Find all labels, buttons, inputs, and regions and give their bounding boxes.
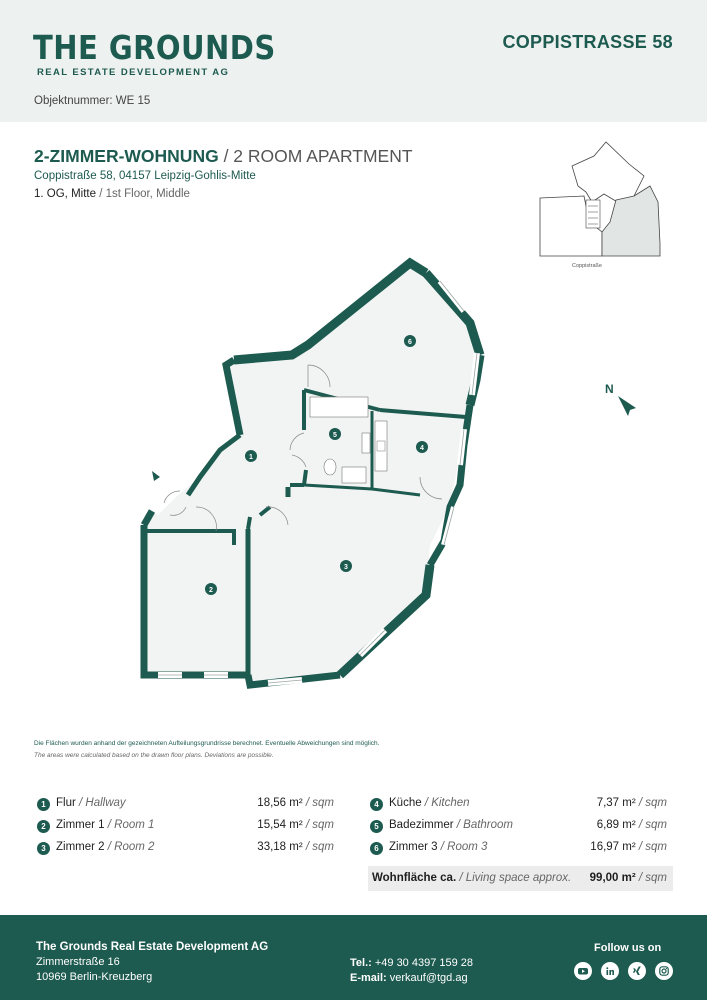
room-number-badge: 3	[37, 842, 50, 855]
svg-text:4: 4	[420, 445, 424, 452]
room-number-badge: 4	[370, 798, 383, 811]
room-name	[56, 819, 154, 831]
footer-email-value[interactable]: verkauf@tgd.ag	[386, 972, 468, 984]
room-area	[597, 819, 667, 831]
room-area	[590, 841, 667, 853]
apartment-title-separator: /	[218, 146, 234, 166]
room-area-value: 33,18 m²	[257, 841, 303, 853]
room-marker-5	[329, 428, 341, 440]
living-space-total	[368, 866, 673, 891]
footer-email-label: E-mail:	[350, 972, 387, 984]
room-name-en: / Room 2	[104, 841, 155, 853]
apartment-floor-en: / 1st Floor, Middle	[96, 188, 190, 200]
room-area	[257, 797, 334, 809]
instagram-icon[interactable]	[655, 962, 673, 980]
room-name-en: / Hallway	[75, 797, 126, 809]
svg-text:1: 1	[249, 454, 253, 461]
footer-phone-value[interactable]: +49 30 4397 159 28	[371, 957, 474, 969]
apartment-title-de: 2-ZIMMER-WOHNUNG	[34, 146, 219, 166]
apartment-title	[34, 146, 413, 167]
room-row-4	[370, 797, 667, 815]
room-marker-1	[245, 450, 257, 462]
footer-phone-label: Tel.:	[350, 957, 372, 969]
key-plan-diagram	[534, 136, 664, 274]
svg-text:6: 6	[408, 339, 412, 346]
living-space-number: 99,00 m²	[589, 872, 636, 884]
room-name-de: Zimmer 2	[56, 841, 105, 853]
apartment-title-en: 2 ROOM APARTMENT	[233, 146, 413, 166]
room-name-de: Zimmer 3	[389, 841, 438, 853]
room-number-badge: 6	[370, 842, 383, 855]
property-street-title: COPPISTRASSE 58	[502, 32, 673, 52]
room-name-de: Flur	[56, 797, 76, 809]
room-area	[597, 797, 667, 809]
footer-phone[interactable]	[350, 957, 473, 969]
header-band	[0, 0, 707, 122]
xing-icon[interactable]	[628, 962, 646, 980]
room-marker-3	[340, 560, 352, 572]
room-name-de: Küche	[389, 797, 422, 809]
room-row-2	[37, 819, 334, 837]
room-number-badge: 1	[37, 798, 50, 811]
room-area-unit: / sqm	[302, 841, 334, 853]
room-area	[257, 819, 334, 831]
footer-city: 10969 Berlin-Kreuzberg	[36, 971, 153, 983]
area-note-en: The areas were calculated based on the drawn floor plans. Deviations are possible.	[34, 752, 274, 759]
room-marker-6	[404, 335, 416, 347]
room-name-en: / Bathroom	[453, 819, 514, 831]
room-area	[257, 841, 334, 853]
room-area-unit: / sqm	[635, 797, 667, 809]
room-name	[389, 841, 487, 853]
apartment-floor-de: 1. OG, Mitte	[34, 188, 96, 200]
living-space-label-de: Wohnfläche ca.	[372, 872, 457, 884]
room-row-5	[370, 819, 667, 837]
footer-street: Zimmerstraße 16	[36, 956, 120, 968]
room-marker-2	[205, 583, 217, 595]
room-area-unit: / sqm	[302, 797, 334, 809]
room-number-badge: 5	[370, 820, 383, 833]
svg-text:2: 2	[209, 587, 213, 594]
room-row-1	[37, 797, 334, 815]
youtube-icon[interactable]	[574, 962, 592, 980]
room-area-unit: / sqm	[635, 841, 667, 853]
apartment-address: Coppistraße 58, 04157 Leipzig-Gohlis-Mitte	[34, 170, 256, 182]
living-space-unit: / sqm	[635, 872, 667, 884]
room-area-unit: / sqm	[302, 819, 334, 831]
room-name	[56, 841, 154, 853]
room-area-value: 16,97 m²	[590, 841, 636, 853]
room-area-value: 18,56 m²	[257, 797, 303, 809]
apartment-floor	[34, 188, 190, 200]
room-name	[389, 797, 470, 809]
living-space-value	[590, 872, 667, 884]
company-logo-title: THE GROUNDS	[33, 28, 276, 67]
room-row-6	[370, 841, 667, 859]
room-area-value: 6,89 m²	[596, 819, 636, 831]
svg-text:5: 5	[333, 432, 337, 439]
room-name-en: / Kitchen	[421, 797, 470, 809]
svg-text:3: 3	[344, 564, 348, 571]
linkedin-icon[interactable]	[601, 962, 619, 980]
room-row-3	[37, 841, 334, 859]
living-space-label	[372, 872, 571, 884]
room-area-value: 7,37 m²	[596, 797, 636, 809]
company-logo-subtitle: REAL ESTATE DEVELOPMENT AG	[37, 67, 230, 78]
area-note-de: Die Flächen wurden anhand der gezeichneten Aufteilungsgrundrisse berechnet. Eventuelle Abweichungen sind möglich.	[34, 740, 380, 747]
room-number-badge: 2	[37, 820, 50, 833]
room-area-unit: / sqm	[635, 819, 667, 831]
key-plan-street-label: Coppistraße	[572, 263, 602, 269]
object-number: Objektnummer: WE 15	[34, 95, 151, 107]
footer-email[interactable]	[350, 972, 468, 984]
room-name-de: Zimmer 1	[56, 819, 105, 831]
footer-follow-label: Follow us on	[594, 942, 662, 954]
footer-company-name: The Grounds Real Estate Development AG	[36, 941, 269, 953]
footer-band	[0, 915, 707, 1000]
room-area-value: 15,54 m²	[257, 819, 303, 831]
room-name-de: Badezimmer	[389, 819, 454, 831]
room-name-en: / Room 3	[437, 841, 488, 853]
floor-plan-drawing	[130, 245, 530, 695]
room-marker-4	[416, 441, 428, 453]
room-name	[389, 819, 513, 831]
room-name-en: / Room 1	[104, 819, 155, 831]
living-space-label-en: / Living space approx.	[456, 872, 572, 884]
room-name	[56, 797, 126, 809]
north-label: N	[605, 382, 614, 396]
